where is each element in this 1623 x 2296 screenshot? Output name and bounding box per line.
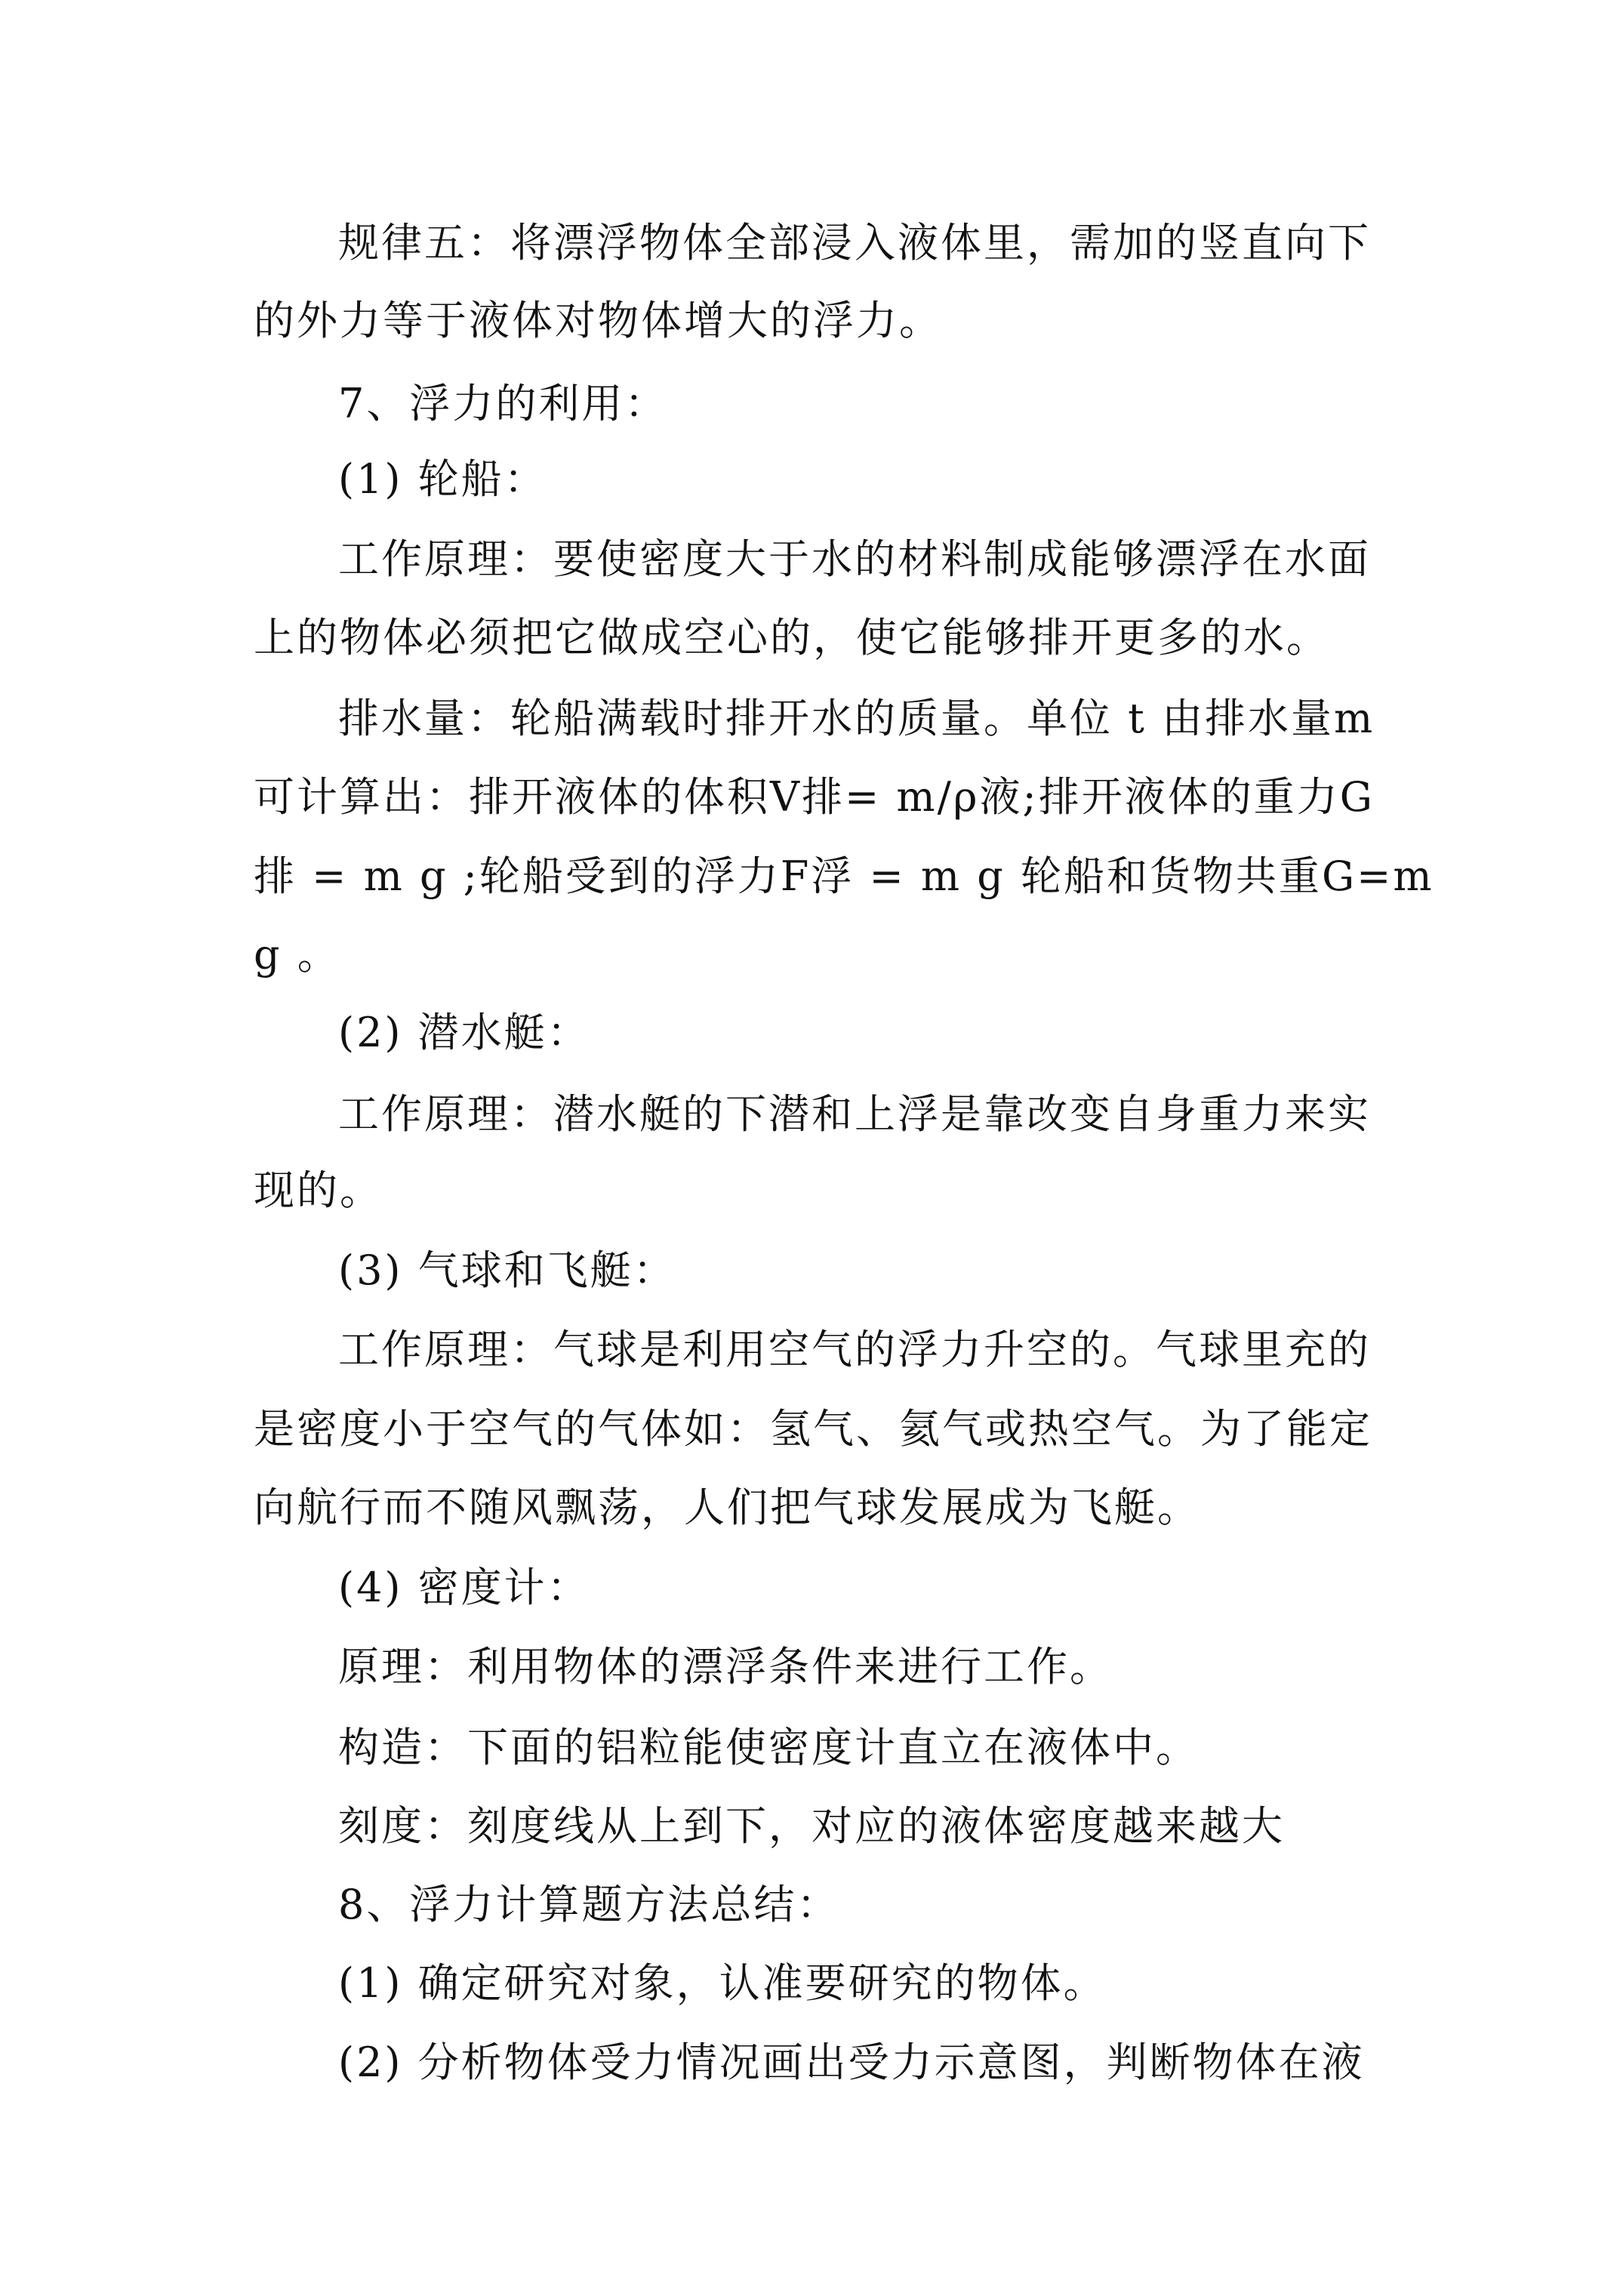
text-line: 是密度小于空气的气体如：氢气、氦气或热空气。为了能定 bbox=[254, 1405, 1372, 1453]
text-line-ship-principle: 工作原理：要使密度大于水的材料制成能够漂浮在水面 bbox=[338, 535, 1371, 583]
text-line-step-one: (1) 确定研究对象，认准要研究的物体。 bbox=[338, 1959, 1107, 2007]
text-line: 现的。 bbox=[254, 1166, 383, 1214]
section-heading-buoyancy-uses: 7、浮力的利用： bbox=[338, 380, 668, 427]
text-line-hydrometer-principle: 原理：利用物体的漂浮条件来进行工作。 bbox=[338, 1643, 1113, 1690]
subheading-hydrometer: (4) 密度计： bbox=[338, 1564, 590, 1611]
text-line-hydrometer-structure: 构造：下面的铝粒能使密度计直立在液体中。 bbox=[338, 1724, 1199, 1771]
text-line: 上的物体必须把它做成空心的，使它能够排开更多的水。 bbox=[254, 614, 1329, 661]
subheading-balloon-airship: (3) 气球和飞艇： bbox=[338, 1247, 676, 1294]
subheading-ship: (1) 轮船： bbox=[338, 455, 547, 503]
text-line: 可计算出：排开液体的体积V排= m/ρ液;排开液体的重力G bbox=[254, 773, 1375, 821]
subheading-submarine: (2) 潜水艇： bbox=[338, 1009, 590, 1056]
text-line-rule-five: 规律五：将漂浮物体全部浸入液体里，需加的竖直向下 bbox=[338, 219, 1371, 267]
text-line-displacement: 排水量：轮船满载时排开水的质量。单位 t 由排水量m bbox=[338, 695, 1375, 742]
text-line-submarine-principle: 工作原理：潜水艇的下潜和上浮是靠改变自身重力来实 bbox=[338, 1090, 1371, 1138]
text-line-balloon-principle: 工作原理：气球是利用空气的浮力升空的。气球里充的 bbox=[338, 1326, 1371, 1373]
section-heading-calculation-methods: 8、浮力计算题方法总结： bbox=[338, 1881, 840, 1928]
text-line-hydrometer-scale: 刻度：刻度线从上到下，对应的液体密度越来越大 bbox=[338, 1802, 1285, 1850]
text-line: 向航行而不随风飘荡，人们把气球发展成为飞艇。 bbox=[254, 1484, 1200, 1531]
text-line-step-two: (2) 分析物体受力情况画出受力示意图，判断物体在液 bbox=[338, 2039, 1365, 2086]
text-line: 的外力等于液体对物体增大的浮力。 bbox=[254, 297, 942, 344]
text-line: 排 = m g ;轮船受到的浮力F浮 = m g 轮船和货物共重G=m bbox=[254, 852, 1434, 900]
text-line: g 。 bbox=[254, 931, 340, 978]
